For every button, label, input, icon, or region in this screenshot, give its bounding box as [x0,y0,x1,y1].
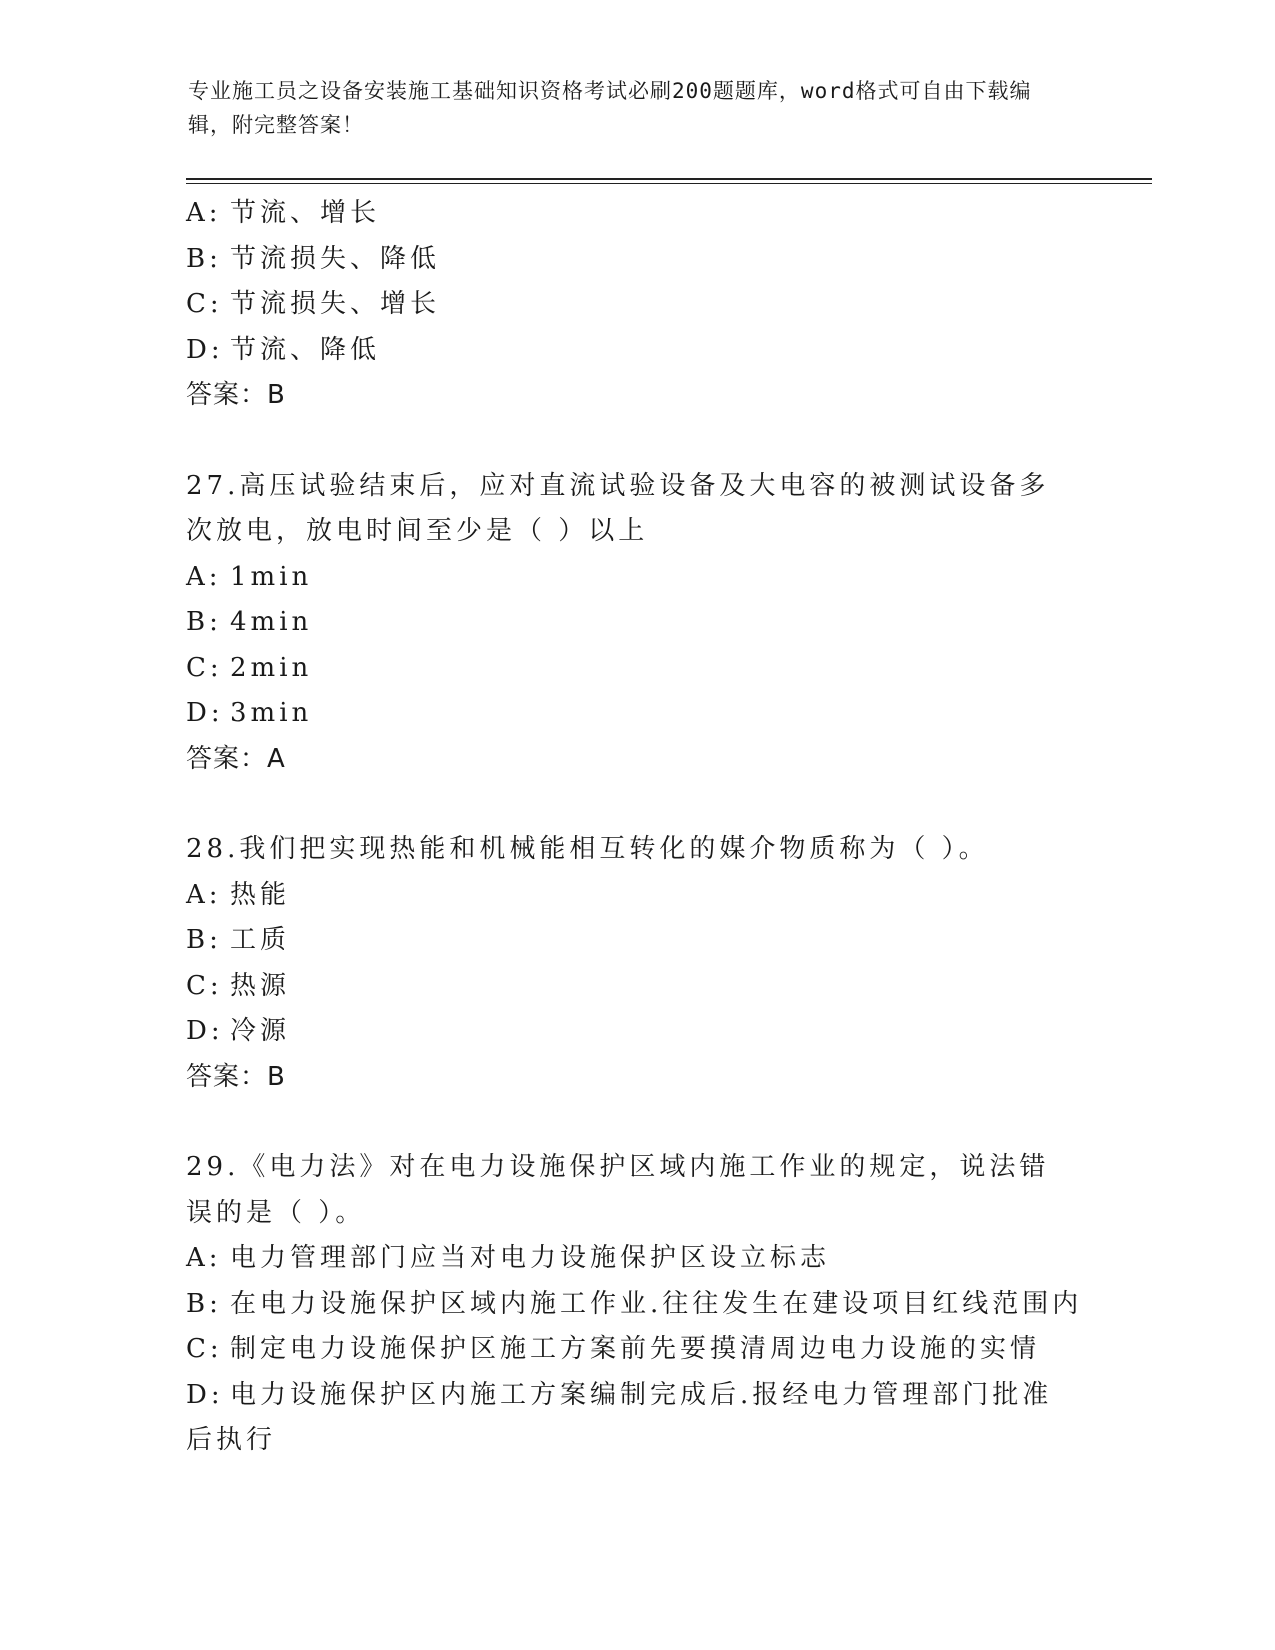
option-text: 热源 [230,970,291,1001]
question-text: 27.高压试验结束后，应对直流试验设备及大电容的被测试设备多次放电，放电时间至少是（ ）以上 [186,470,1050,546]
option-c [186,964,1086,1010]
option-text: 4min [230,607,313,637]
option-a [186,555,1086,601]
option-d [186,1009,1086,1055]
option-d [186,1373,1076,1464]
option-b [186,1282,1086,1328]
option-label: B: [186,1288,222,1319]
option-text: 2min [230,652,313,683]
option-text: 工质 [230,925,291,955]
question-block [186,1145,1086,1464]
question-list [186,191,1086,1464]
option-text: 节流、增长 [230,198,381,228]
option-a [186,873,1086,919]
option-text: 节流、降低 [230,334,381,365]
option-label: C: [186,652,223,683]
option-text: 在电力设施保护区域内施工作业.往往发生在建设项目红线范围内 [230,1288,1083,1319]
option-b [186,918,1086,964]
option-label: D: [186,334,224,365]
option-text: 制定电力设施保护区施工方案前先要摸清周边电力设施的实情 [230,1334,1041,1364]
option-label: A: [186,1243,222,1273]
option-label: A: [186,198,222,228]
header-divider [186,178,1152,180]
option-b [186,237,1086,283]
option-label: A: [186,561,222,592]
option-c [186,1327,1086,1373]
option-label: B: [186,607,222,637]
option-text: 冷源 [230,1016,291,1046]
option-label: B: [186,925,222,955]
option-label: C: [186,1334,223,1364]
question-text: 29.《电力法》对在电力设施保护区域内施工作业的规定，说法错误的是（ ）。 [186,1152,1050,1228]
option-label: D: [186,698,224,728]
option-label: D: [186,1016,224,1046]
question-text: 28.我们把实现热能和机械能相互转化的媒介物质称为（ ）。 [186,834,989,864]
option-text: 电力设施保护区内施工方案编制完成后.报经电力管理部门批准后执行 [186,1379,1053,1455]
answer-line: 答案：B [186,380,286,410]
option-a [186,191,1086,237]
question-block [186,464,1086,783]
option-c [186,646,1086,692]
option-label: A: [186,879,222,910]
option-d [186,328,1086,374]
option-label: C: [186,289,223,319]
option-label: B: [186,243,222,274]
option-text: 节流损失、增长 [230,289,441,319]
option-text: 热能 [230,879,291,910]
option-d [186,691,1086,737]
spacer [186,1100,1086,1145]
question-block [186,191,1086,419]
question-block [186,827,1086,1100]
option-text: 3min [230,698,313,728]
option-text: 节流损失、降低 [230,243,441,274]
option-c [186,282,1086,328]
header-divider-thin [186,183,1152,184]
option-label: D: [186,1379,224,1410]
spacer [186,782,1086,827]
option-b [186,600,1086,646]
option-label: C: [186,970,223,1001]
spacer [186,419,1086,464]
option-text: 电力管理部门应当对电力设施保护区设立标志 [230,1243,831,1273]
document-header: 专业施工员之设备安装施工基础知识资格考试必刷200题题库，word格式可自由下载编辑，附完整答案！ [188,79,1032,137]
option-text: 1min [230,561,313,592]
answer-line: 答案：A [186,743,286,774]
answer-line: 答案：B [186,1061,286,1092]
option-a [186,1236,1086,1282]
